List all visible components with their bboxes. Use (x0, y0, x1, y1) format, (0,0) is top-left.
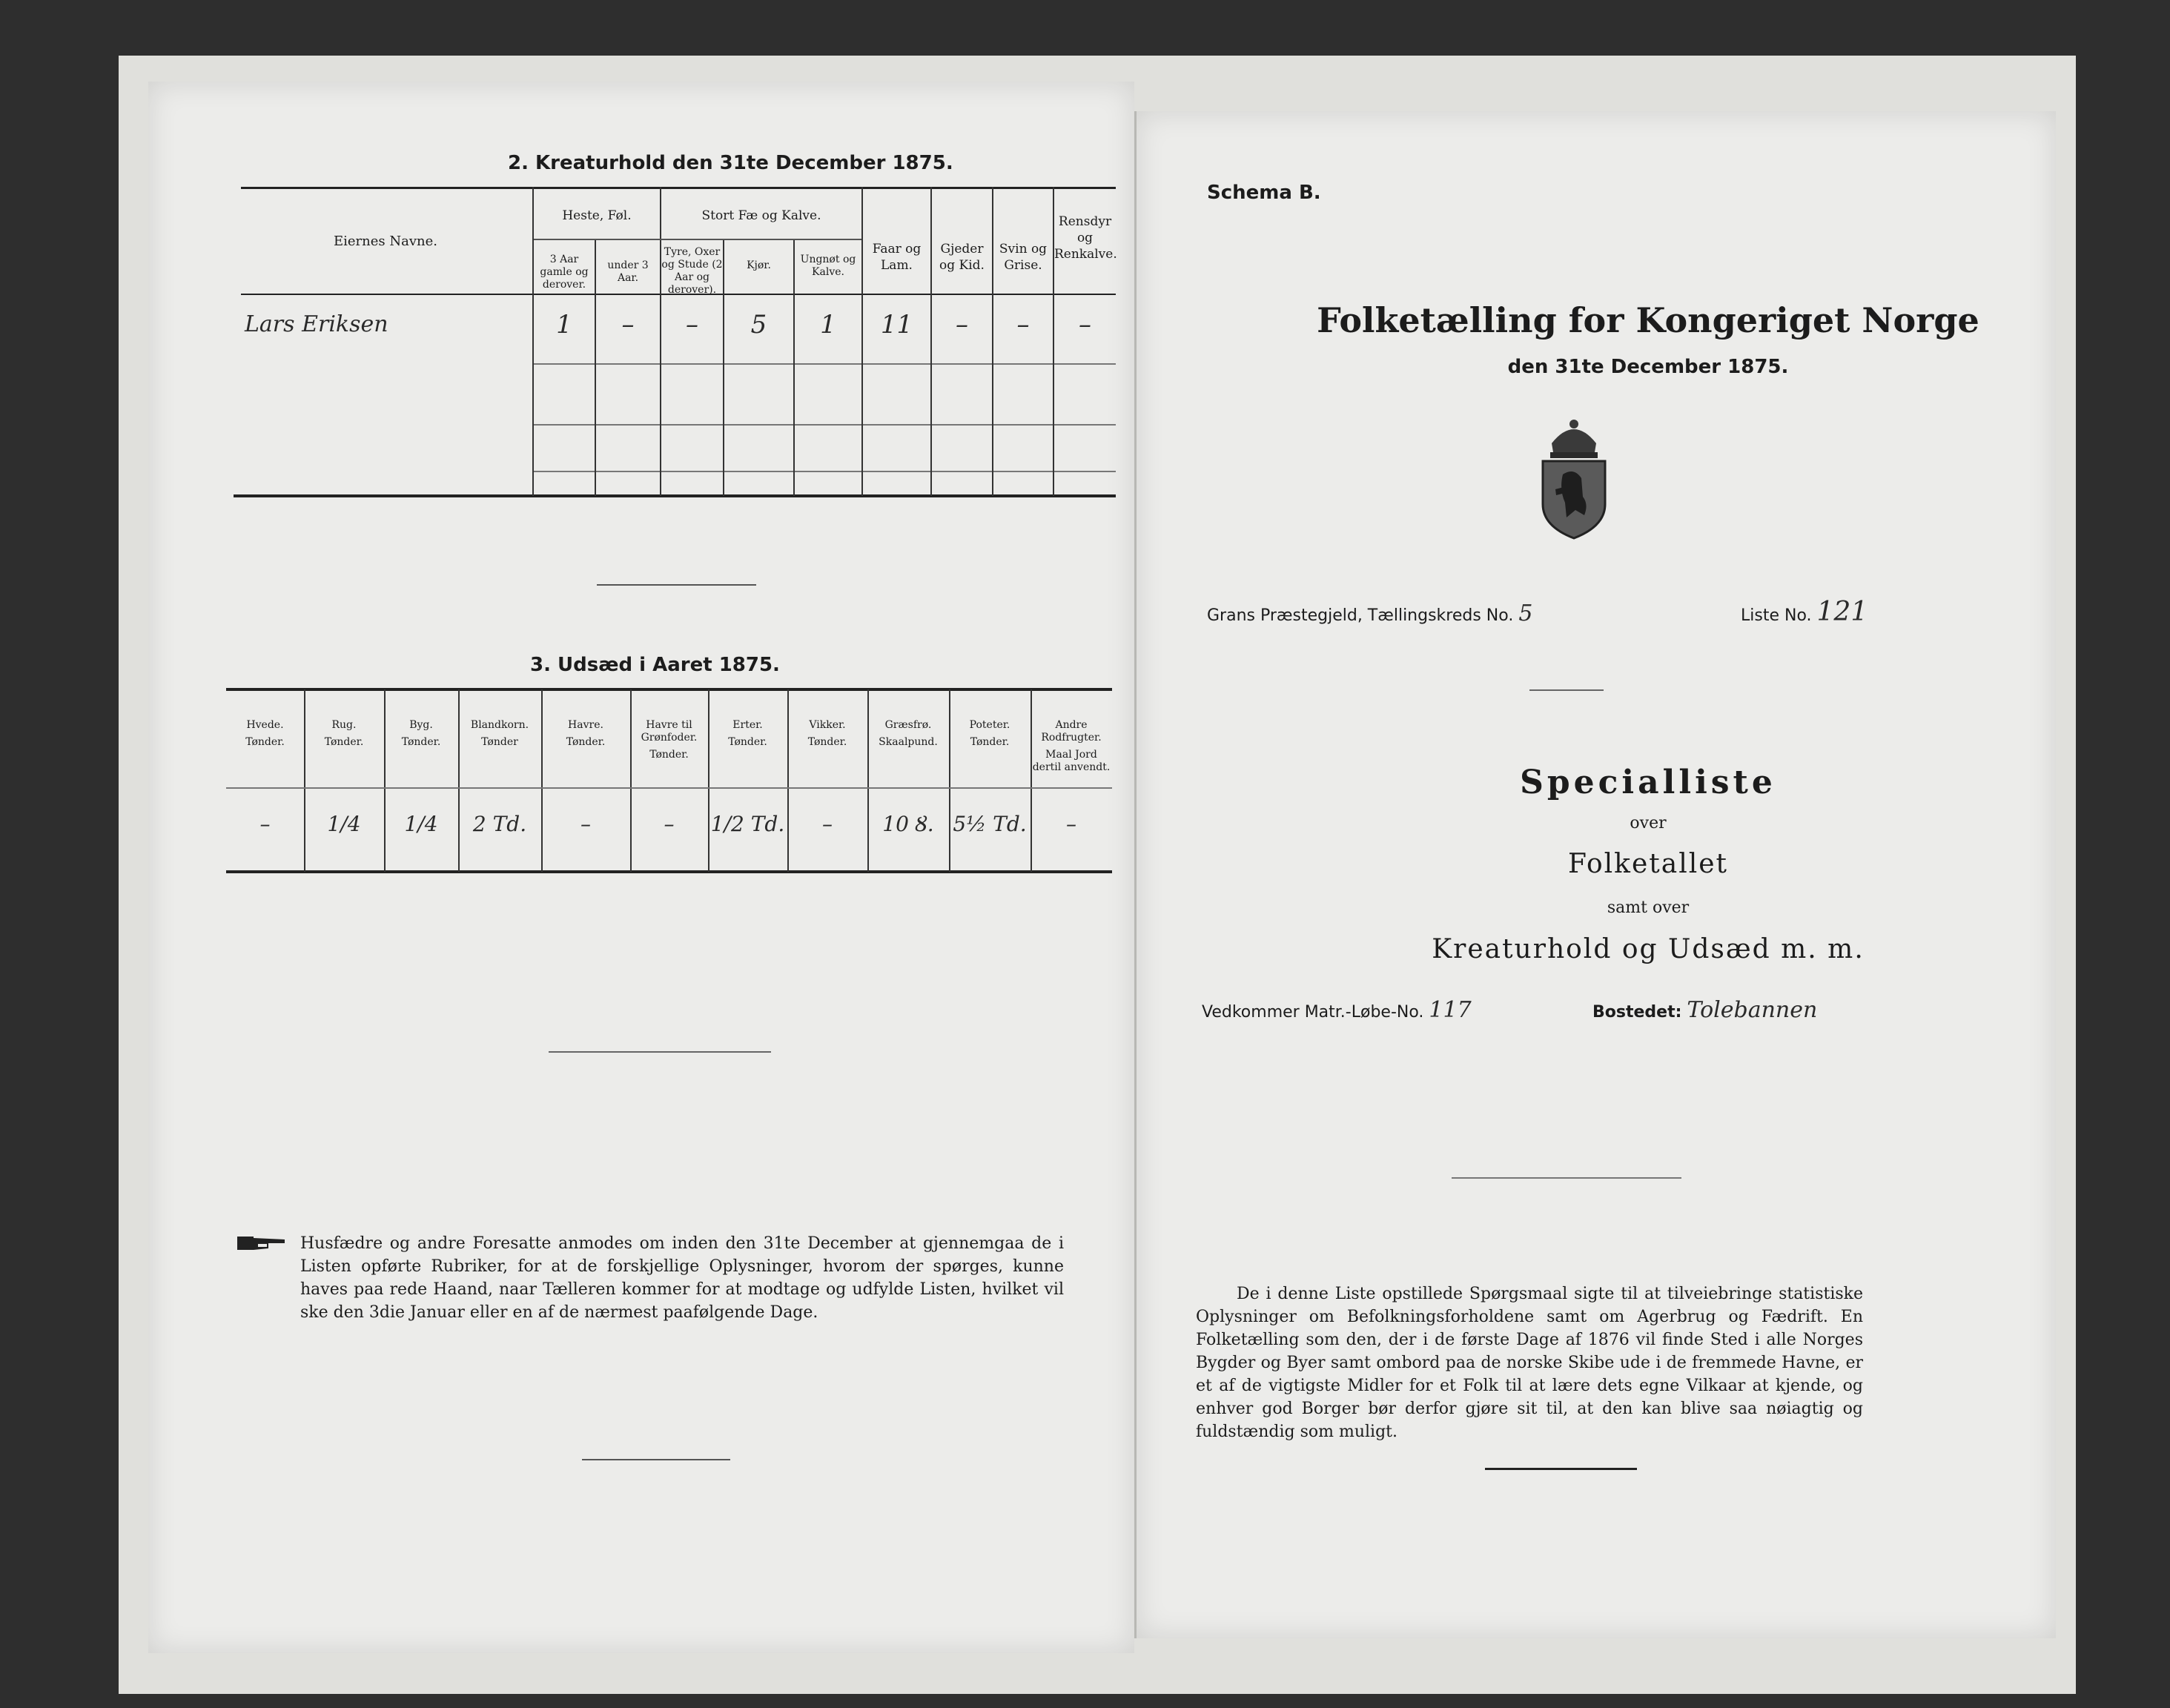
matr-label: Vedkommer Matr.-Løbe-No. (1202, 1003, 1424, 1022)
goats-value: – (956, 310, 968, 340)
sowing-header (543, 719, 629, 749)
horses-old-header: 3 Aar gamle og derover. (540, 254, 589, 291)
sowing-header-unit: Tønder. (566, 736, 606, 748)
col-divider (723, 239, 724, 496)
cattle-header: Stort Fæ og Kalve. (701, 208, 821, 223)
schema-label: Schema B. (1207, 182, 1321, 204)
table3-bottom-rule (226, 870, 1112, 873)
bosted-line (1592, 997, 1817, 1023)
col-divider (1031, 689, 1032, 872)
sowing-header (305, 719, 383, 749)
table3-top-rule (226, 688, 1112, 691)
sowing-header-unit: Tønder. (401, 736, 441, 748)
col-divider (861, 187, 863, 496)
sowing-value: 1/4 (327, 812, 361, 836)
sheep-header: Faar og Lam. (872, 242, 922, 273)
pointing-hand-icon (236, 1232, 288, 1254)
sowing-header-unit: Tønder. (970, 736, 1010, 748)
col-divider (708, 689, 709, 872)
goats-header: Gjeder og Kid. (939, 242, 985, 273)
sowing-value: 5½ Td. (953, 812, 1027, 836)
sowing-value: – (1066, 812, 1076, 836)
parish-label: Grans Præstegjeld, Tællingskreds No. (1207, 606, 1514, 625)
sowing-header-unit: Tønder. (649, 749, 689, 761)
sowing-value: – (580, 812, 591, 836)
separator-line (1529, 689, 1604, 691)
table2-row-line (534, 424, 1116, 426)
sowing-header-unit: Tønder (481, 736, 518, 748)
main-title: Folketælling for Kongeriget Norge (1317, 300, 1979, 340)
col-divider (541, 689, 543, 872)
owner-header: Eiernes Navne. (334, 234, 437, 249)
sowing-value: 1/2 Td. (710, 812, 785, 836)
sowing-header (709, 719, 786, 749)
col-divider (458, 689, 460, 872)
kreaturhold-heading: Kreaturhold og Udsæd m. m. (1432, 934, 1865, 964)
sowing-header (1032, 719, 1111, 774)
right-page (1134, 111, 2056, 1638)
sowing-header (460, 719, 540, 749)
samt-over-text: samt over (1607, 898, 1690, 917)
coat-of-arms-icon (1529, 415, 1618, 541)
section2-title: 2. Kreaturhold den 31te December 1875. (508, 152, 953, 174)
sowing-header-name: Blandkorn. (470, 719, 529, 731)
col-divider (532, 187, 534, 496)
sowing-header (386, 719, 457, 749)
sowing-header-unit: Tønder. (807, 736, 847, 748)
specialliste-heading: Specialliste (1520, 764, 1776, 801)
sowing-value: 10 Ȣ. (882, 812, 934, 836)
sowing-header (869, 719, 947, 749)
separator-line (1485, 1468, 1637, 1470)
sowing-header-unit: Tønder. (245, 736, 285, 748)
instruction-note: Husfædre og andre Foresatte anmodes om inden den 31te December at gjennemgaa de i Listen opførte Rubriker, for at de forskjellige Oplysninger, hvorom der spørges, kunne haves paa rede Haand, naar Tælleren kommer for at modtage og udfylde Listen, hvilket vil ske den 3die Januar eller en af de nærmest paafølgende Dage. (300, 1234, 1064, 1322)
separator-line (549, 1051, 771, 1053)
over-text: over (1630, 814, 1667, 833)
owner-name: Lars Eriksen (245, 311, 388, 337)
sowing-header-name: Hvede. (246, 719, 284, 731)
sowing-value: – (259, 812, 271, 836)
sowing-header (789, 719, 866, 749)
parish-line (1207, 600, 1532, 626)
sowing-value: – (664, 812, 675, 836)
bosted-label: Bostedet: (1592, 1003, 1682, 1022)
table3-header-rule (226, 787, 1112, 789)
sowing-header-unit: Tønder. (728, 736, 767, 748)
separator-line (597, 584, 756, 586)
separator-line (1452, 1177, 1681, 1179)
bosted-value: Tolebannen (1687, 997, 1818, 1023)
matr-number: 117 (1429, 997, 1472, 1023)
sowing-value: – (822, 812, 833, 836)
col-divider (304, 689, 305, 872)
sowing-header-name: Græsfrø. (884, 719, 932, 731)
separator-line (582, 1459, 730, 1460)
col-divider (992, 187, 993, 496)
sowing-header-name: Byg. (409, 719, 433, 731)
col-divider (787, 689, 789, 872)
sowing-header (228, 719, 302, 749)
col-divider (660, 187, 661, 496)
cows-value: 5 (750, 310, 767, 340)
horses-young-header: under 3 Aar. (607, 259, 649, 284)
sowing-value: 2 Td. (472, 812, 527, 836)
sowing-header-unit: Maal Jord dertil anvendt. (1032, 749, 1111, 773)
folketallet-heading: Folketallet (1567, 849, 1729, 879)
col-divider (930, 187, 932, 496)
district-number: 5 (1518, 600, 1533, 626)
section3-title: 3. Udsæd i Aaret 1875. (530, 654, 780, 676)
list-number: 121 (1816, 597, 1868, 627)
bulls-value: – (686, 310, 698, 340)
bulls-header: Tyre, Oxer og Stude (2 Aar og derover). (661, 246, 723, 296)
table2-bottom-rule (234, 494, 1116, 497)
horses-young-value: – (621, 310, 635, 340)
sowing-header (950, 719, 1029, 749)
matr-line (1202, 997, 1472, 1023)
sowing-header-name: Andre Rodfrugter. (1041, 719, 1102, 744)
sowing-header-unit: Skaalpund. (879, 736, 938, 748)
reindeer-value: – (1079, 310, 1091, 340)
group-header-rule (534, 239, 861, 240)
table2-row-line (534, 363, 1116, 365)
sowing-header-name: Poteter. (969, 719, 1010, 731)
sowing-header-name: Erter. (732, 719, 763, 731)
list-label: Liste No. (1741, 606, 1812, 625)
sowing-header-name: Vikker. (809, 719, 846, 731)
sowing-value: 1/4 (404, 812, 438, 836)
reindeer-header: Rensdyr og Renkalve. (1054, 214, 1117, 262)
sowing-header-name: Havre til Grønfoder. (641, 719, 698, 744)
table2-top-rule (241, 187, 1116, 189)
intro-paragraph: De i denne Liste opstillede Spørgsmaal sigte til at tilveiebringe statistiske Oplysninger om Befolkningsforholdene samt om Agerbrug og Fædrift. En Folketælling som den, der i de første Dage af 1876 vil finde Sted i alle Norges Bygder og Byer samt ombord paa de norske Skibe ude i de fremmede Havne, er et af de vigtigste Midler for et Folk til at lære dets egne Vilkaar at kjende, og enhver god Borger bør derfor gjøre sit til, at den kan blive saa nøiagtig og fuldstændig som muligt. (1196, 1285, 1863, 1441)
horses-header: Heste, Føl. (562, 208, 632, 223)
col-divider (630, 689, 632, 872)
calves-value: 1 (820, 310, 836, 340)
sowing-header (632, 719, 707, 761)
sowing-header-name: Rug. (331, 719, 357, 731)
horses-old-value: 1 (556, 310, 572, 340)
sowing-header-name: Havre. (568, 719, 603, 731)
col-divider (384, 689, 386, 872)
col-divider (949, 689, 950, 872)
pigs-value: – (1016, 310, 1030, 340)
sheep-value: 11 (880, 310, 913, 340)
left-page (148, 82, 1134, 1653)
sowing-header-unit: Tønder. (324, 736, 364, 748)
pigs-header: Svin og Grise. (999, 242, 1048, 273)
col-divider (867, 689, 869, 872)
census-date: den 31te December 1875. (1507, 356, 1789, 378)
cows-header: Kjør. (747, 259, 771, 271)
table2-row-line (534, 471, 1116, 472)
calves-header: Ungnøt og Kalve. (800, 254, 856, 278)
list-number-line (1741, 597, 1868, 627)
